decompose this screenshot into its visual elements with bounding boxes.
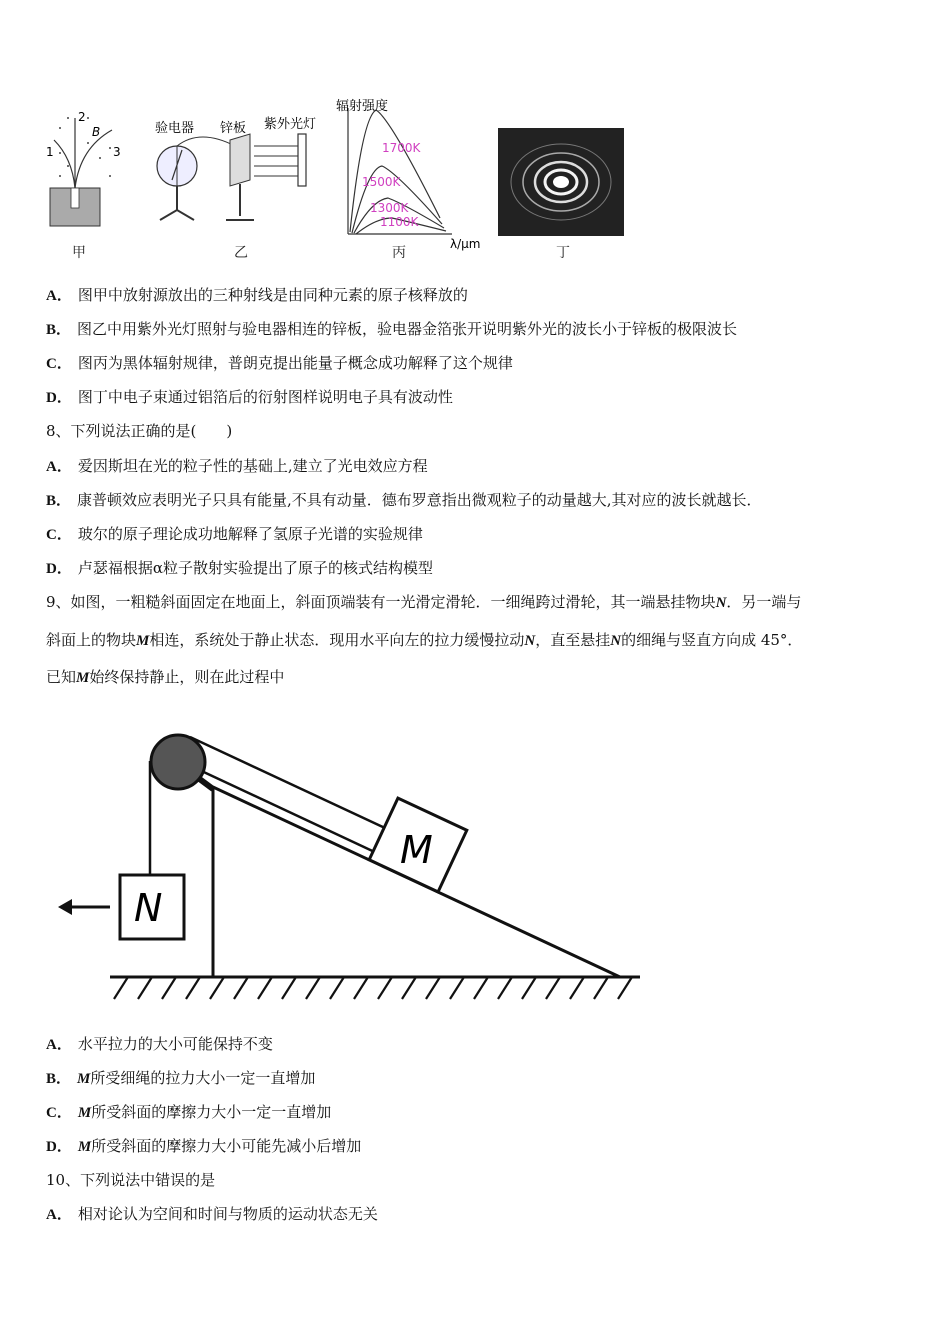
pull-force-arrowhead bbox=[58, 899, 72, 915]
q8-option-b: B． 康普顿效应表明光子只具有能量,不具有动量．德布罗意指出微观粒子的动量越大,其对应的波长就越长． bbox=[46, 491, 762, 509]
ray-label-2: 2 bbox=[78, 110, 86, 124]
caption-ding: 丁 bbox=[556, 245, 570, 261]
q7-option-d: D． 图丁中电子束通过铝箔后的衍射图样说明电子具有波动性 bbox=[46, 388, 453, 406]
q7-option-a: A． 图甲中放射源放出的三种射线是由同种元素的原子核释放的 bbox=[46, 286, 468, 304]
ray-1 bbox=[54, 140, 75, 188]
ray-label-3: 3 bbox=[113, 145, 121, 159]
q7-option-b: B． 图乙中用紫外光灯照射与验电器相连的锌板，验电器金箔张开说明紫外光的波长小于锌板的极限波长 bbox=[46, 320, 738, 338]
caption-jia: 甲 bbox=[72, 245, 86, 261]
label-1500k: 1500K bbox=[362, 175, 401, 189]
rope-to-M-lower bbox=[193, 767, 381, 855]
zinc-plate bbox=[230, 134, 250, 186]
label-1300k: 1300K bbox=[370, 201, 409, 215]
q8-option-c: C． 玻尔的原子理论成功地解释了氢原子光谱的实验规律 bbox=[46, 525, 423, 543]
q9-stem-line-3: 已知M始终保持静止，则在此过程中 bbox=[46, 668, 285, 686]
q10-option-a: A． 相对论认为空间和时间与物质的运动状态无关 bbox=[46, 1205, 378, 1223]
q8-option-a: A． 爱因斯坦在光的粒子性的基础上,建立了光电效应方程 bbox=[46, 457, 428, 475]
q9-diagram bbox=[50, 725, 650, 1010]
block-m-label: M bbox=[400, 828, 433, 872]
figure-jia bbox=[46, 110, 121, 226]
q10-stem: 10、下列说法中错误的是 bbox=[46, 1171, 216, 1189]
figure-yi bbox=[155, 116, 316, 220]
ground-hatching bbox=[114, 977, 632, 999]
caption-yi: 乙 bbox=[234, 245, 248, 261]
q9-option-a: A． 水平拉力的大小可能保持不变 bbox=[46, 1035, 273, 1053]
q9-option-d: D． M所受斜面的摩擦力大小可能先减小后增加 bbox=[46, 1137, 362, 1155]
q8-option-d: D． 卢瑟福根据α粒子散射实验提出了原子的核式结构模型 bbox=[46, 559, 433, 577]
caption-bing: 丙 bbox=[392, 245, 406, 261]
q7-figures bbox=[40, 88, 640, 268]
q9-option-c: C． M所受斜面的摩擦力大小一定一直增加 bbox=[46, 1103, 332, 1121]
bing-y-label: 辐射强度 bbox=[336, 99, 389, 114]
uv-lamp bbox=[298, 134, 306, 186]
q9-stem-line-1: 9、如图，一粗糙斜面固定在地面上，斜面顶端装有一光滑定滑轮．一细绳跨过滑轮，其一端悬挂物块N．另一端与 bbox=[46, 593, 802, 611]
figure-bing bbox=[336, 98, 480, 251]
block-n-label: N bbox=[134, 886, 163, 930]
q9-stem-line-2: 斜面上的物块M相连，系统处于静止状态．现用水平向左的拉力缓慢拉动N，直至悬挂N的细绳与竖直方向成 45°． bbox=[46, 631, 803, 649]
q9-option-b: B． M所受细绳的拉力大小一定一直增加 bbox=[46, 1069, 316, 1087]
label-zinc-plate: 锌板 bbox=[220, 121, 247, 136]
label-uv-lamp: 紫外光灯 bbox=[264, 117, 317, 132]
bing-x-label: λ/μm bbox=[450, 237, 481, 251]
ray-label-1: 1 bbox=[46, 145, 54, 159]
q7-option-c: C． 图丙为黑体辐射规律，普朗克提出能量子概念成功解释了这个规律 bbox=[46, 354, 513, 372]
figure-ding bbox=[498, 128, 624, 236]
rope-to-M bbox=[190, 737, 400, 835]
field-label-b: B bbox=[92, 125, 101, 139]
label-1700k: 1700K bbox=[382, 141, 421, 155]
label-1100k: 1100K bbox=[380, 215, 419, 229]
label-electroscope: 验电器 bbox=[155, 121, 195, 136]
pulley bbox=[151, 735, 205, 789]
q8-stem: 8、下列说法正确的是( ) bbox=[46, 422, 233, 440]
